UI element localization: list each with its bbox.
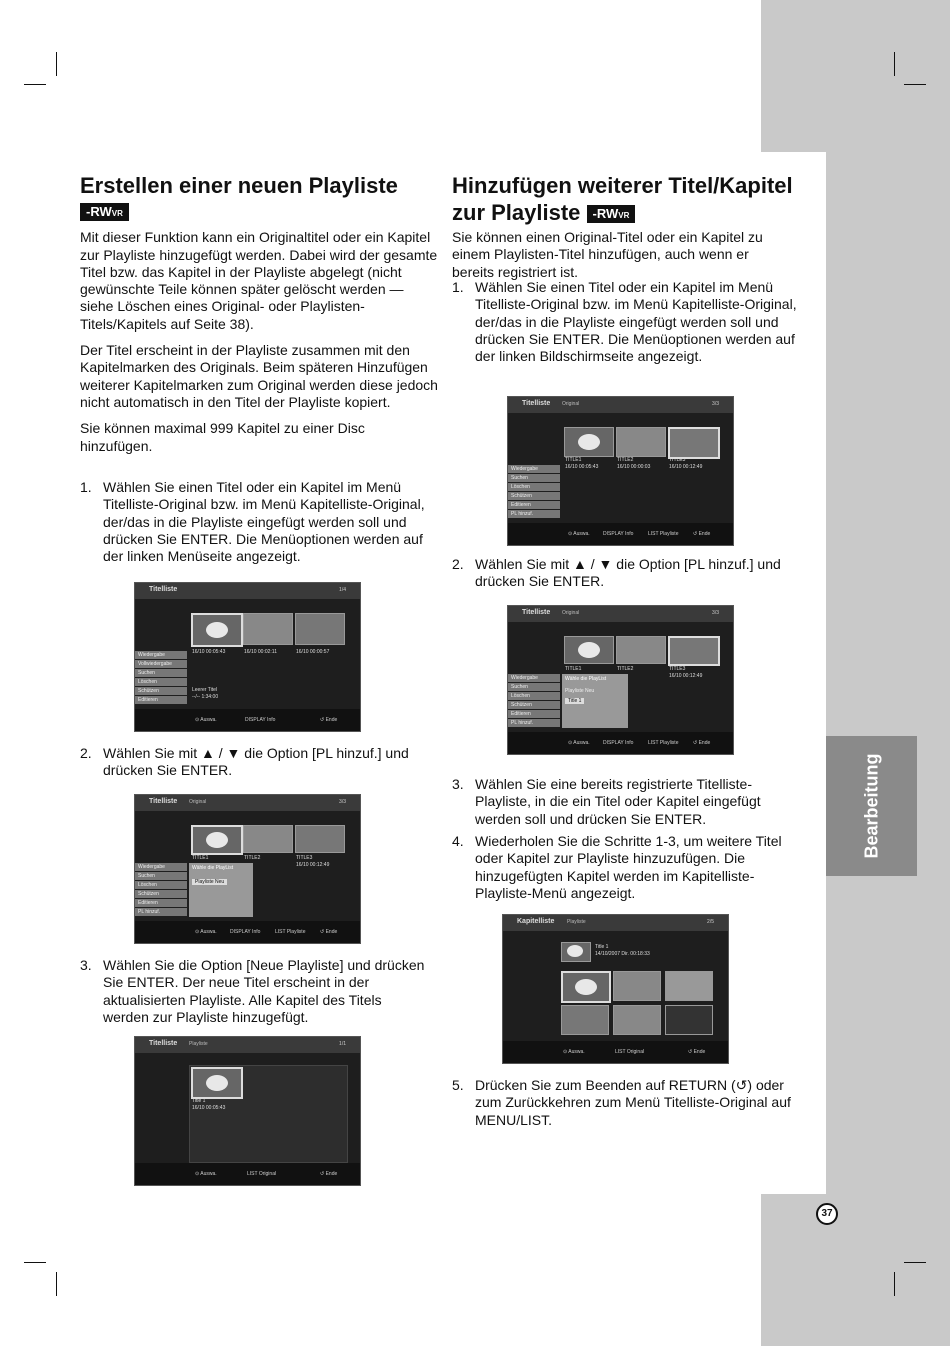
right-column — [452, 172, 812, 281]
left-intro-2: Der Titel erscheint in der Playliste zusammen mit den Kapitelmarken des Originals. Beim späteren Hinzufügen weiterer Kapitelmarken zum Original werden diese jedoch nicht automatisch in den Titel der Playliste kopiert. — [80, 342, 438, 410]
section-tab — [826, 736, 917, 876]
sidebar-band — [826, 152, 950, 1194]
crop-mark — [904, 1262, 926, 1263]
left-heading: Erstellen einer neuen Playliste — [80, 173, 398, 198]
crop-mark — [56, 1272, 57, 1296]
left-intro-3: Sie können maximal 999 Kapitel zu einer Disc hinzufügen. — [80, 420, 365, 454]
crop-mark — [894, 1272, 895, 1296]
screenshot-titlelist: Titelliste 1/4 Wiedergabe Vollwiedergabe Suchen Löschen Schützen Editieren 16/10 00:05:43 16/10 00:02:11 16/10 00:00:57 Leerer Titel --/-- 1:34:00 ⊙ Auswa. DISPLAY Info ↺ Ende — [134, 582, 361, 732]
right-intro: Sie können einen Original-Titel oder ein Kapitel zu einem Playlisten-Titel hinzufügen, auch wenn er bereits registriert ist. — [452, 229, 763, 280]
crop-mark — [24, 1262, 46, 1263]
crop-mark — [904, 84, 926, 85]
screenshot-original-right: Titelliste Original 3/3 Wiedergabe Suchen Löschen Schützen Editieren PL hinzuf. TITLE1 16/10 00:05:43 TITLE2 16/10 00:00:03 TITLE3 16/10 00:12:49 ⊙ Auswa. DISPLAY Info LIST Playliste ↺ Ende — [507, 396, 734, 546]
screenshot-playliste: Titelliste Playliste 1/1 Title 1 16/10 00:05:43 ⊙ Auswa. LIST Original ↺ Ende — [134, 1036, 361, 1186]
screenshot-kapitelliste: Kapitelliste Playliste 2/5 Title 1 14/10/2007 Dir. 00:18:33 ⊙ Auswa. LIST Original ↺ Ende — [502, 914, 729, 1064]
screenshot-pl-add-right: Titelliste Original 3/3 Wiedergabe Suchen Löschen Schützen Editieren PL hinzuf. TITLE1 TITLE2 TITLE3 16/10 00:12:49 Wähle die PlayList Playliste Neu Title 1 ⊙ Auswa. DISPLAY Info LIST Playliste ↺ Ende — [507, 605, 734, 755]
crop-mark — [24, 84, 46, 85]
sidebar-band-top — [761, 0, 950, 152]
left-column — [80, 172, 440, 455]
section-tab-label: Bearbeitung — [861, 753, 881, 859]
sidebar-band-bottom — [761, 1194, 950, 1346]
crop-mark — [894, 52, 895, 76]
rw-badge: -RWVR — [587, 205, 636, 223]
page-number: 37 — [816, 1203, 838, 1225]
crop-mark — [56, 52, 57, 76]
left-intro-1: Mit dieser Funktion kann ein Originaltitel oder ein Kapitel zur Playliste hinzugefügt werden. Dabei wird der gesamte Titel bzw. das Kapitel in der Playliste abgelegt (nicht gewünschte Teile können später gelöscht werden — siehe Löschen eines Original- oder Playlisten-Titels/Kapitels auf Seite 38). — [80, 229, 438, 332]
rw-badge: -RWVR — [80, 203, 440, 221]
right-heading: Hinzufügen weiterer Titel/Kapitel zur Playliste -RWVR — [452, 173, 793, 225]
screenshot-pl-add-left: Titelliste Original 3/3 Wiedergabe Suchen Löschen Schützen Editieren PL hinzuf. TITLE1 TITLE2 TITLE3 16/10 00:12:49 Wähle die PlayList Playliste Neu ⊙ Auswa. DISPLAY Info LIST Playliste ↺ Ende — [134, 794, 361, 944]
